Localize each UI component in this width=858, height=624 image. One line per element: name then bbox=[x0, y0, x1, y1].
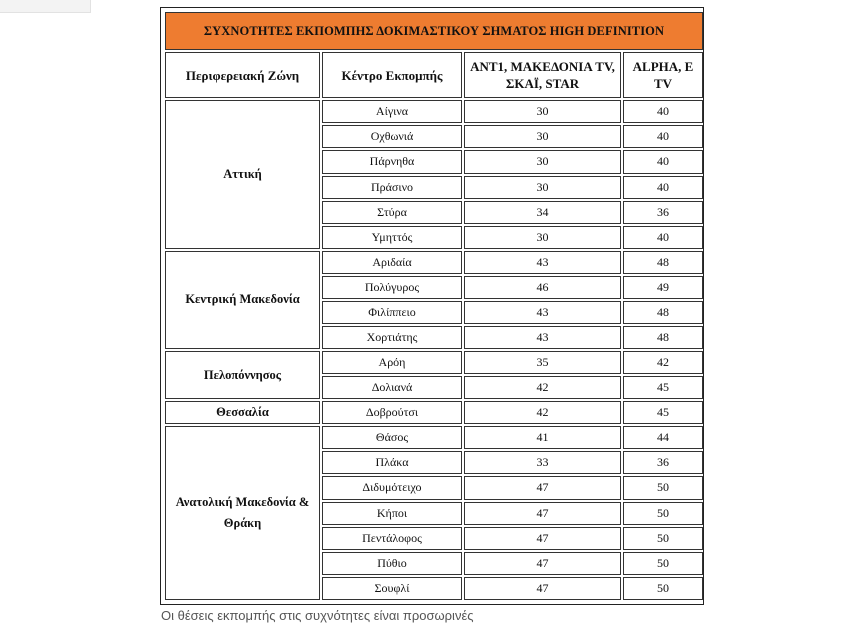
channel-group2-cell: 42 bbox=[623, 351, 703, 374]
center-cell: Πάρνηθα bbox=[322, 150, 462, 173]
channel-group2-cell: 48 bbox=[623, 301, 703, 324]
channel-group1-cell: 30 bbox=[464, 100, 621, 123]
center-cell: Πεντάλοφος bbox=[322, 527, 462, 550]
channel-group1-cell: 30 bbox=[464, 226, 621, 249]
channel-group1-cell: 33 bbox=[464, 451, 621, 474]
table-row bbox=[165, 426, 703, 449]
center-cell: Σουφλί bbox=[322, 577, 462, 600]
column-header-zone: Περιφερειακή Ζώνη bbox=[165, 52, 320, 98]
center-cell: Δολιανά bbox=[322, 376, 462, 399]
channel-group2-cell: 50 bbox=[623, 552, 703, 575]
frequency-table bbox=[163, 10, 705, 602]
channel-group1-cell: 35 bbox=[464, 351, 621, 374]
center-cell: Κήποι bbox=[322, 502, 462, 525]
table-row bbox=[165, 251, 703, 274]
channel-group1-cell: 41 bbox=[464, 426, 621, 449]
zone-cell: Κεντρική Μακεδονία bbox=[165, 251, 320, 349]
center-cell: Στύρα bbox=[322, 201, 462, 224]
channel-group1-cell: 30 bbox=[464, 150, 621, 173]
center-cell: Οχθωνιά bbox=[322, 125, 462, 148]
center-cell: Χορτιάτης bbox=[322, 326, 462, 349]
channel-group1-cell: 30 bbox=[464, 125, 621, 148]
channel-group1-cell: 42 bbox=[464, 376, 621, 399]
center-cell: Αίγινα bbox=[322, 100, 462, 123]
channel-group2-cell: 36 bbox=[623, 201, 703, 224]
center-cell: Πλάκα bbox=[322, 451, 462, 474]
channel-group2-cell: 36 bbox=[623, 451, 703, 474]
channel-group1-cell: 47 bbox=[464, 527, 621, 550]
table-title: ΣΥΧΝΟΤΗΤΕΣ ΕΚΠΟΜΠΗΣ ΔΟΚΙΜΑΣΤΙΚΟΥ ΣΗΜΑΤΟΣ HIGH DEFINITION bbox=[165, 12, 703, 50]
channel-group2-cell: 48 bbox=[623, 326, 703, 349]
channel-group2-cell: 50 bbox=[623, 476, 703, 499]
table-row bbox=[165, 100, 703, 123]
channel-group2-cell: 44 bbox=[623, 426, 703, 449]
channel-group2-cell: 40 bbox=[623, 176, 703, 199]
channel-group2-cell: 40 bbox=[623, 100, 703, 123]
channel-group1-cell: 47 bbox=[464, 502, 621, 525]
column-header-center: Κέντρο Εκπομπής bbox=[322, 52, 462, 98]
channel-group1-cell: 43 bbox=[464, 326, 621, 349]
center-cell: Δοβρούτσι bbox=[322, 401, 462, 424]
table-row bbox=[165, 351, 703, 374]
channel-group1-cell: 43 bbox=[464, 251, 621, 274]
channel-group2-cell: 45 bbox=[623, 401, 703, 424]
channel-group1-cell: 47 bbox=[464, 552, 621, 575]
channel-group1-cell: 30 bbox=[464, 176, 621, 199]
table-caption: Οι θέσεις εκπομπής στις συχνότητες είναι προσωρινές bbox=[161, 608, 474, 623]
center-cell: Πράσινο bbox=[322, 176, 462, 199]
channel-group2-cell: 40 bbox=[623, 125, 703, 148]
channel-group2-cell: 40 bbox=[623, 150, 703, 173]
channel-group2-cell: 50 bbox=[623, 527, 703, 550]
channel-group1-cell: 34 bbox=[464, 201, 621, 224]
channel-group1-cell: 47 bbox=[464, 476, 621, 499]
channel-group1-cell: 43 bbox=[464, 301, 621, 324]
center-cell: Αριδαία bbox=[322, 251, 462, 274]
top-scroll-strip bbox=[0, 0, 91, 13]
column-header-group1: ANT1, ΜΑΚΕΔΟΝΙΑ TV, ΣΚΑΪ, STAR bbox=[464, 52, 621, 98]
channel-group1-cell: 42 bbox=[464, 401, 621, 424]
center-cell: Πολύγυρος bbox=[322, 276, 462, 299]
zone-cell: Αττική bbox=[165, 100, 320, 248]
table-row bbox=[165, 401, 703, 424]
column-header-group2: ALPHA, E TV bbox=[623, 52, 703, 98]
center-cell: Πύθιο bbox=[322, 552, 462, 575]
channel-group2-cell: 50 bbox=[623, 577, 703, 600]
zone-cell: Ανατολική Μακεδονία & Θράκη bbox=[165, 426, 320, 600]
channel-group1-cell: 46 bbox=[464, 276, 621, 299]
zone-cell: Θεσσαλία bbox=[165, 401, 320, 424]
center-cell: Αρόη bbox=[322, 351, 462, 374]
center-cell: Υμηττός bbox=[322, 226, 462, 249]
frequency-table-frame bbox=[160, 7, 704, 605]
center-cell: Φιλίππειο bbox=[322, 301, 462, 324]
zone-cell: Πελοπόννησος bbox=[165, 351, 320, 399]
channel-group2-cell: 45 bbox=[623, 376, 703, 399]
channel-group2-cell: 48 bbox=[623, 251, 703, 274]
channel-group2-cell: 40 bbox=[623, 226, 703, 249]
channel-group1-cell: 47 bbox=[464, 577, 621, 600]
channel-group2-cell: 49 bbox=[623, 276, 703, 299]
center-cell: Διδυμότειχο bbox=[322, 476, 462, 499]
channel-group2-cell: 50 bbox=[623, 502, 703, 525]
center-cell: Θάσος bbox=[322, 426, 462, 449]
